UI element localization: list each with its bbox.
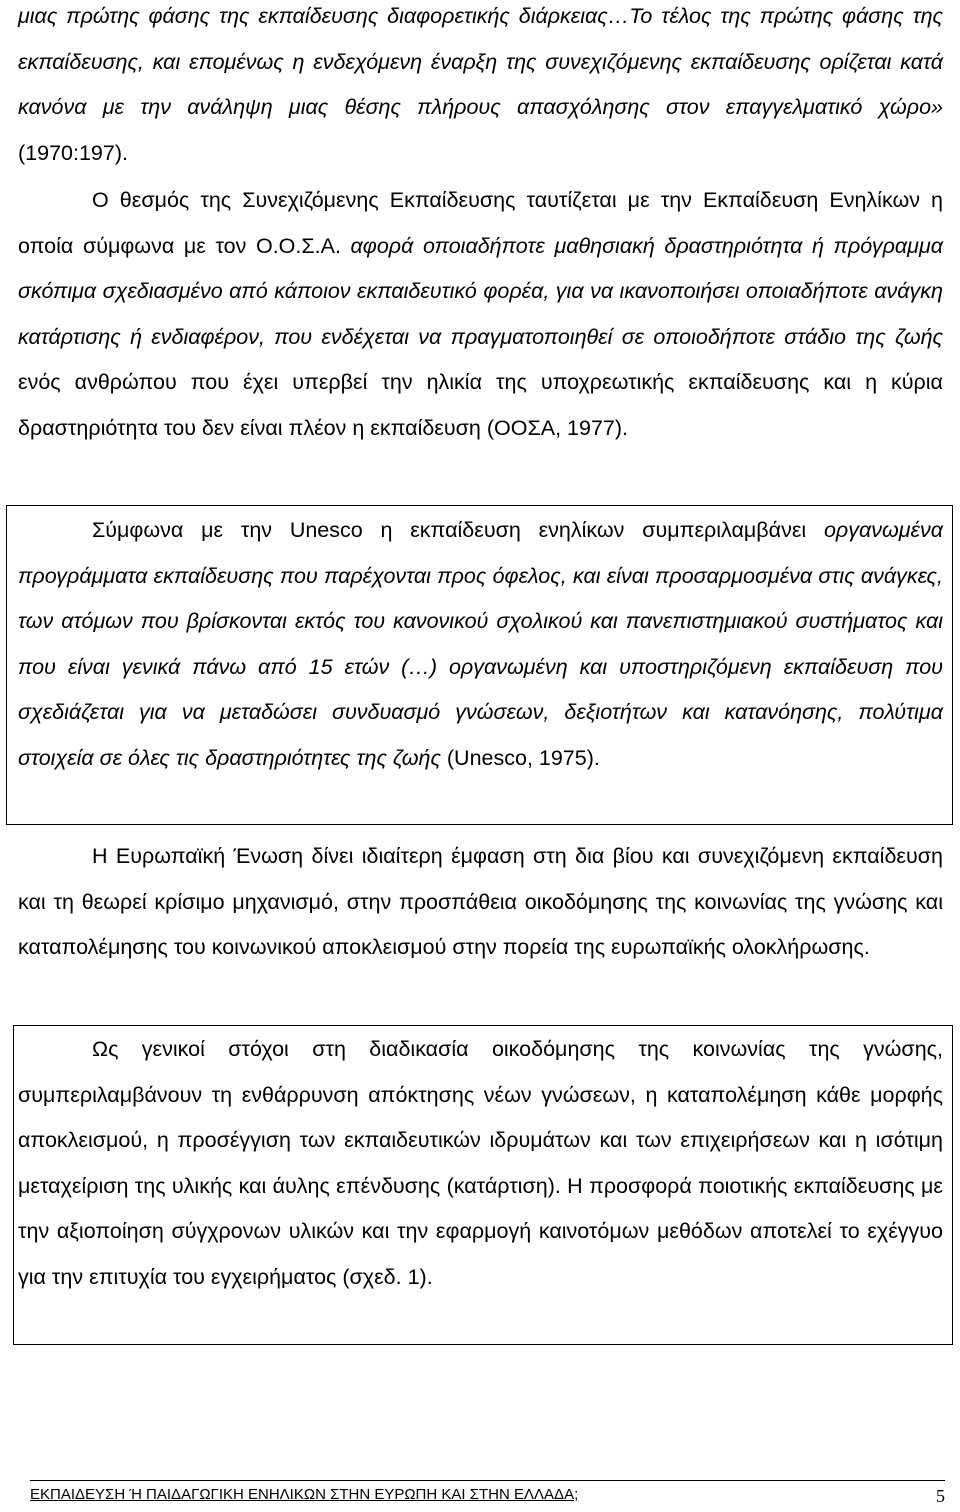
footer-title: ΕΚΠΑΙΔΕΥΣΗ Ή ΠΑΙΔΑΓΩΓΙΚΗ ΕΝΗΛΙΚΩΝ ΣΤΗΝ ΕΥΡΩΠΗ ΚΑΙ ΣΤΗΝ ΕΛΛΑΔΑ; [30,1486,579,1503]
footer-divider [30,1480,945,1481]
paragraph-unesco-definition [18,508,943,781]
quote-italic-text: μιας πρώτης φάσης της εκπαίδευσης διαφορετικής διάρκειας…Το τέλος της πρώτης φάσης της εκπαίδευσης, και επομένως η ενδεχόμενη έναρξη της συνεχιζόμενης εκπαίδευσης ορίζεται κατά κανόνα με την ανάληψη μιας θέσης πλήρους απασχόλησης στον επαγγελματικό χώρο» [18,4,943,119]
paragraph-general-goals: Ως γενικοί στόχοι στη διαδικασία οικοδόμησης της κοινωνίας της γνώσης, συμπεριλαμβάνουν τη ενθάρρυνση απόκτησης νέων γνώσεων, η καταπολέμηση κάθε μορφής αποκλεισμού, η προσέγγιση των εκπαιδευτικών ιδρυμάτων και των επιχειρήσεων και η ισότιμη μεταχείριση της υλικής και άυλης επένδυσης (κατάρτιση). Η προσφορά ποιοτικής εκπαίδευσης με την αξιοποίηση σύγχρονων υλικών και την εφαρμογή καινοτόμων μεθόδων αποτελεί το εχέγγυο για την επιτυχία του εγχειρήματος (σχεδ. 1). [18,1037,943,1289]
citation-text: (1970:197). [18,140,128,165]
unesco-definition-italic: οργανωμένα προγράμματα εκπαίδευσης που παρέχονται προς όφελος, και είναι προσαρμοσμένα στις ανάγκες, των ατόμων που βρίσκονται εκτός του κανονικού σχολικού και πανεπιστημιακού συστήματος και που είναι γενικά πάνω από 15 ετών (…) οργανωμένη και υποστηριζόμενη εκπαίδευση που σχεδιάζεται για να μεταδώσει συνδυασμό γνώσεων, δεξιοτήτων και κατανόησης, πολύτιμα στοιχεία σε όλες τις δραστηριότητες της ζωής [18,518,943,770]
paragraph-quote-continuation [18,0,943,176]
paragraph-oecd-definition [18,178,943,451]
paragraph-intro-text: Σύμφωνα με την Unesco η εκπαίδευση ενηλίκων συμπεριλαμβάνει [92,518,824,542]
paragraph-intro-text: Ο θεσμός της Συνεχιζόμενης Εκπαίδευσης ταυτίζεται με την Εκπαίδευση Ενηλίκων η οποία σύμφωνα με τον Ο.Ο.Σ.Α. [18,188,943,258]
citation-text: (Unesco, 1975). [440,745,600,770]
oecd-definition-italic: αφορά οποιαδήποτε μαθησιακή δραστηριότητα ή πρόγραμμα σκόπιμα σχεδιασμένο από κάποιον εκπαιδευτικό φορέα, για να ικανοποιήσει οποιαδήποτε ανάγκη κατάρτισης ή ενδιαφέρον, που ενδέχεται να πραγματοποιηθεί σε οποιοδήποτε στάδιο της ζωής [18,233,943,349]
paragraph-end-text: ενός ανθρώπου που έχει υπερβεί την ηλικία της υποχρεωτικής εκπαίδευσης και η κύρια δραστηριότητα του δεν είναι πλέον η εκπαίδευση (ΟΟΣΑ, 1977). [18,370,943,440]
page-number: 5 [936,1486,945,1506]
paragraph-eu-emphasis: Η Ευρωπαϊκή Ένωση δίνει ιδιαίτερη έμφαση στη δια βίου και συνεχιζόμενη εκπαίδευση και τη θεωρεί κρίσιμο μηχανισμό, στην προσπάθεια οικοδόμησης της κοινωνίας της γνώσης και καταπολέμησης του κοινωνικού αποκλεισμού στην πορεία της ευρωπαϊκής ολοκλήρωσης. [18,844,943,959]
